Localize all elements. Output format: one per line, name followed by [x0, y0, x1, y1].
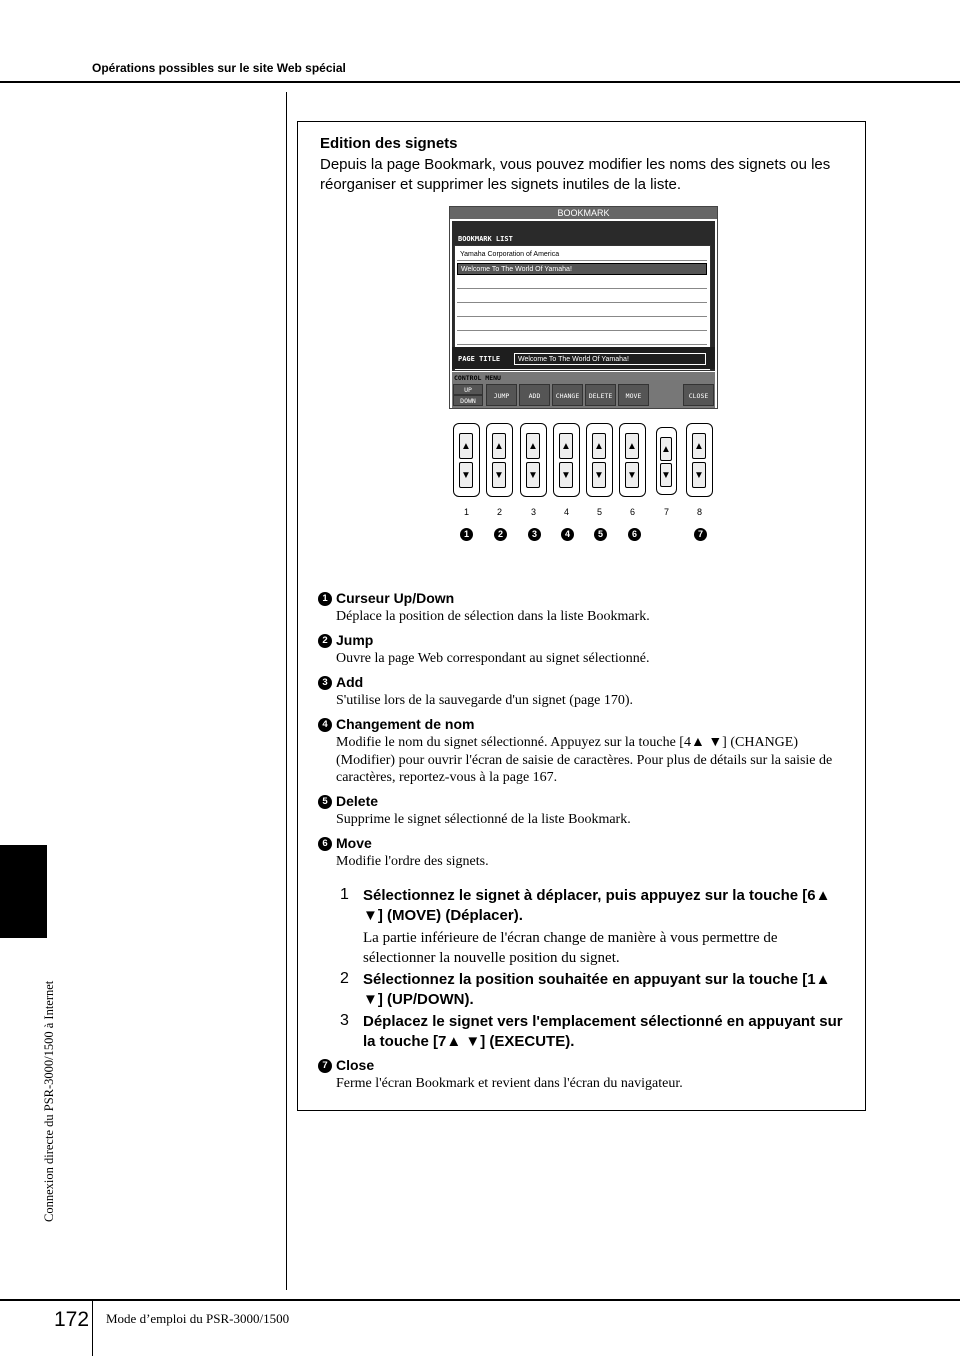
down-key[interactable]: [492, 462, 506, 488]
item-title: Delete: [336, 793, 379, 809]
down-key[interactable]: [459, 462, 473, 488]
down-key[interactable]: [625, 462, 639, 488]
bookmark-list-label: BOOKMARK LIST: [458, 235, 513, 243]
screen-title: BOOKMARK: [557, 208, 610, 218]
change-button[interactable]: CHANGE: [552, 384, 583, 406]
panel-number: 1: [463, 507, 469, 517]
running-header: Opérations possibles sur le site Web spécial: [92, 61, 346, 75]
panel-number: 6: [629, 507, 635, 517]
section-intro: Depuis la page Bookmark, vous pouvez modifier les noms des signets ou les réorganiser et supprimer les signets inutiles de la liste.: [320, 156, 831, 193]
down-arrow-icon: ▼: [594, 470, 604, 481]
step-number: 3: [340, 1012, 349, 1029]
item-title: Jump: [336, 632, 374, 648]
page-number: 172: [54, 1308, 90, 1331]
list-item-empty[interactable]: [457, 319, 707, 331]
down-key[interactable]: [692, 462, 706, 488]
step-text: Sélectionnez le signet à déplacer, puis appuyez sur la touche [6▲ ▼] (MOVE) (Déplacer).: [363, 887, 831, 924]
jump-button[interactable]: JUMP: [486, 384, 517, 406]
panel-number: 5: [596, 507, 602, 517]
callout-marker: 6: [628, 528, 641, 541]
down-arrow-icon: ▼: [461, 470, 471, 481]
up-key[interactable]: [459, 433, 473, 459]
down-arrow-icon: ▼: [494, 470, 504, 481]
step-number: 1: [340, 886, 349, 903]
close-button[interactable]: CLOSE: [683, 384, 714, 406]
up-arrow-icon: ▲: [528, 441, 538, 452]
footer-divider: [92, 1301, 93, 1356]
up-key[interactable]: [625, 433, 639, 459]
panel-number: 2: [496, 507, 502, 517]
callout-marker: 3: [528, 528, 541, 541]
step-text: Sélectionnez la position souhaitée en appuyant sur la touche [1▲ ▼] (UP/DOWN).: [363, 971, 831, 1008]
item-marker: 1: [318, 592, 332, 606]
down-arrow-icon: ▼: [661, 470, 671, 481]
item-title: Changement de nom: [336, 716, 475, 732]
list-item-empty[interactable]: [457, 277, 707, 289]
down-key[interactable]: [559, 462, 573, 488]
manual-title: Mode d’emploi du PSR-3000/1500: [106, 1311, 290, 1326]
down-arrow-icon: ▼: [627, 470, 637, 481]
down-key[interactable]: [660, 463, 672, 487]
move-button[interactable]: MOVE: [618, 384, 649, 406]
item-title: Curseur Up/Down: [336, 590, 455, 606]
delete-button[interactable]: DELETE: [585, 384, 616, 406]
item-title: Add: [336, 674, 364, 690]
item-desc: Ouvre la page Web correspondant au signet sélectionné.: [336, 651, 650, 666]
up-arrow-icon: ▲: [461, 441, 471, 452]
list-item-empty[interactable]: [457, 333, 707, 345]
down-key[interactable]: [592, 462, 606, 488]
item-desc: Supprime le signet sélectionné de la liste Bookmark.: [336, 812, 631, 827]
down-arrow-icon: ▼: [694, 470, 704, 481]
panel-button-5[interactable]: [586, 423, 613, 497]
panel-button-7[interactable]: [656, 427, 677, 495]
panel-number: 8: [696, 507, 702, 517]
item-marker: 4: [318, 718, 332, 732]
up-button[interactable]: UP: [453, 384, 483, 395]
panel-button-2[interactable]: [486, 423, 513, 497]
up-arrow-icon: ▲: [627, 441, 637, 452]
footer-rule: [0, 1299, 960, 1301]
up-key[interactable]: [559, 433, 573, 459]
step-desc: La partie inférieure de l'écran change de manière à vous permettre de sélectionner la nouvelle position du signet.: [363, 930, 778, 966]
callout-marker: 1: [460, 528, 473, 541]
panel-button-3[interactable]: [520, 423, 547, 497]
panel-number: 4: [563, 507, 569, 517]
item-marker: 7: [318, 1059, 332, 1073]
up-arrow-icon: ▲: [661, 444, 671, 455]
chapter-tab: [0, 845, 47, 938]
bookmark-screen: [449, 206, 718, 409]
up-arrow-icon: ▲: [694, 441, 704, 452]
callout-marker: 7: [694, 528, 707, 541]
up-key[interactable]: [660, 437, 672, 461]
item-marker: 5: [318, 795, 332, 809]
up-key[interactable]: [492, 433, 506, 459]
item-desc: Modifie l'ordre des signets.: [336, 854, 489, 869]
list-item[interactable]: Yamaha Corporation of America: [457, 249, 707, 261]
up-key[interactable]: [592, 433, 606, 459]
down-button[interactable]: DOWN: [453, 395, 483, 406]
down-key[interactable]: [526, 462, 540, 488]
callout-marker: 2: [494, 528, 507, 541]
item-desc: Modifie le nom du signet sélectionné. Appuyez sur la touche [4▲ ▼] (CHANGE) (Modifier) pour ouvrir l'écran de saisie de caractères. Pour plus de détails sur la saisie de caractères, reportez-vous à la page 167.: [336, 735, 833, 785]
callout-marker: 5: [594, 528, 607, 541]
item-marker: 3: [318, 676, 332, 690]
panel-number: 3: [530, 507, 536, 517]
up-key[interactable]: [692, 433, 706, 459]
item-title: Close: [336, 1057, 375, 1073]
list-item-empty[interactable]: [457, 305, 707, 317]
panel-button-8[interactable]: [686, 423, 713, 497]
item-desc: Déplace la position de sélection dans la liste Bookmark.: [336, 609, 650, 624]
item-marker: 6: [318, 837, 332, 851]
panel-button-6[interactable]: [619, 423, 646, 497]
page-title-field: Welcome To The World Of Yamaha!: [514, 353, 706, 365]
list-item-selected[interactable]: Welcome To The World Of Yamaha!: [457, 263, 707, 275]
callout-marker: 4: [561, 528, 574, 541]
step-text: Déplacez le signet vers l'emplacement sélectionné en appuyant sur la touche [7▲ ▼] (EXECUTE).: [363, 1013, 843, 1050]
up-key[interactable]: [526, 433, 540, 459]
item-title: Move: [336, 835, 372, 851]
list-item-empty[interactable]: [457, 291, 707, 303]
section-title: Edition des signets: [320, 135, 458, 152]
control-menu-label: CONTROL MENU: [454, 374, 501, 382]
panel-number: 7: [663, 507, 669, 517]
chapter-title: Connexion directe du PSR-3000/1500 à Internet: [42, 980, 56, 1222]
up-arrow-icon: ▲: [494, 441, 504, 452]
item-marker: 2: [318, 634, 332, 648]
up-arrow-icon: ▲: [561, 441, 571, 452]
item-desc: S'utilise lors de la sauvegarde d'un signet (page 170).: [336, 693, 634, 708]
page-title-label: PAGE TITLE: [458, 355, 501, 363]
down-arrow-icon: ▼: [561, 470, 571, 481]
up-arrow-icon: ▲: [594, 441, 604, 452]
panel-button-1[interactable]: [453, 423, 480, 497]
column-rule: [286, 92, 287, 1290]
down-arrow-icon: ▼: [528, 470, 538, 481]
item-desc: Ferme l'écran Bookmark et revient dans l'écran du navigateur.: [336, 1076, 683, 1091]
header-rule: [0, 81, 960, 83]
step-number: 2: [340, 970, 349, 987]
panel-button-4[interactable]: [553, 423, 580, 497]
add-button[interactable]: ADD: [519, 384, 550, 406]
